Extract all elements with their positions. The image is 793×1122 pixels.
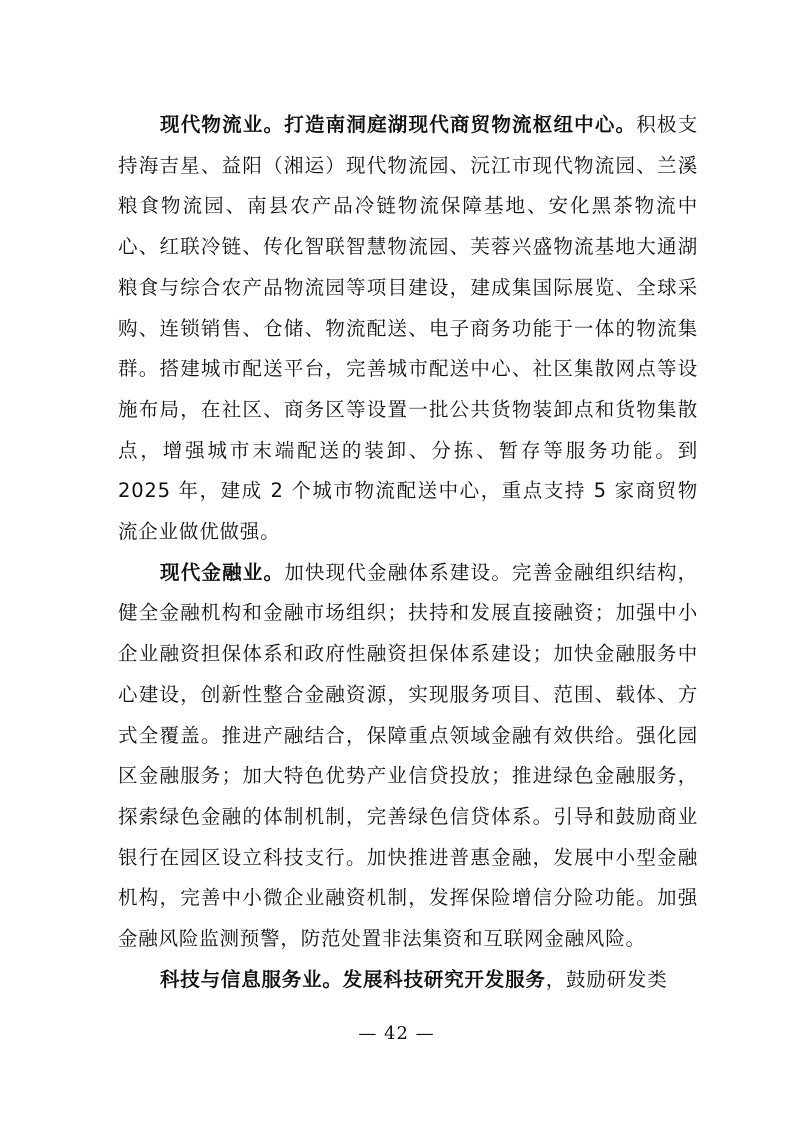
- heading-tech: 科技与信息服务业。: [160, 967, 343, 991]
- paragraph-finance: [118, 553, 698, 960]
- body-tech: ，鼓励研发类: [545, 967, 668, 991]
- body-finance: 加快现代金融体系建设。完善金融组织结构，健全金融机构和金融市场组织；扶持和发展直接融资；加强中小企业融资担保体系和政府性融资担保体系建设；加快金融服务中心建设，创新性整合金融资源，实现服务项目、范围、载体、方式全覆盖。推进产融结合，保障重点领域金融有效供给。强化园区金融服务；加大特色优势产业信贷投放；推进绿色金融服务，探索绿色金融的体制机制，完善绿色信贷体系。引导和鼓励商业银行在园区设立科技支行。加快推进普惠金融，发展中小型金融机构，完善中小微企业融资机制，发挥保险增信分险功能。加强金融风险监测预警，防范处置非法集资和互联网金融风险。: [118, 560, 698, 951]
- lead-tech: 发展科技研究开发服务: [342, 967, 546, 991]
- paragraph-logistics: [118, 105, 698, 553]
- heading-finance: 现代金融业。: [160, 560, 285, 584]
- document-body: [118, 105, 698, 1000]
- lead-logistics: 打造南洞庭湖现代商贸物流枢纽中心。: [284, 113, 637, 136]
- page-number: — 42 —: [358, 1023, 435, 1044]
- paragraph-tech: [118, 960, 698, 1001]
- heading-logistics: 现代物流业。: [160, 113, 285, 136]
- body-logistics: 积极支持海吉星、益阳（湘运）现代物流园、沅江市现代物流园、兰溪粮食物流园、南县农产品冷链物流保障基地、安化黑茶物流中心、红联冷链、传化智联智慧物流园、芙蓉兴盛物流基地大通湖粮食与综合农产品物流园等项目建设，建成集国际展览、全球采购、连锁销售、仓储、物流配送、电子商务功能于一体的物流集群。搭建城市配送平台，完善城市配送中心、社区集散网点等设施布局，在社区、商务区等设置一批公共货物装卸点和货物集散点，增强城市末端配送的装卸、分拣、暂存等服务功能。到 2025 年，建成 2 个城市物流配送中心，重点支持 5 家商贸物流企业做优做强。: [118, 113, 698, 544]
